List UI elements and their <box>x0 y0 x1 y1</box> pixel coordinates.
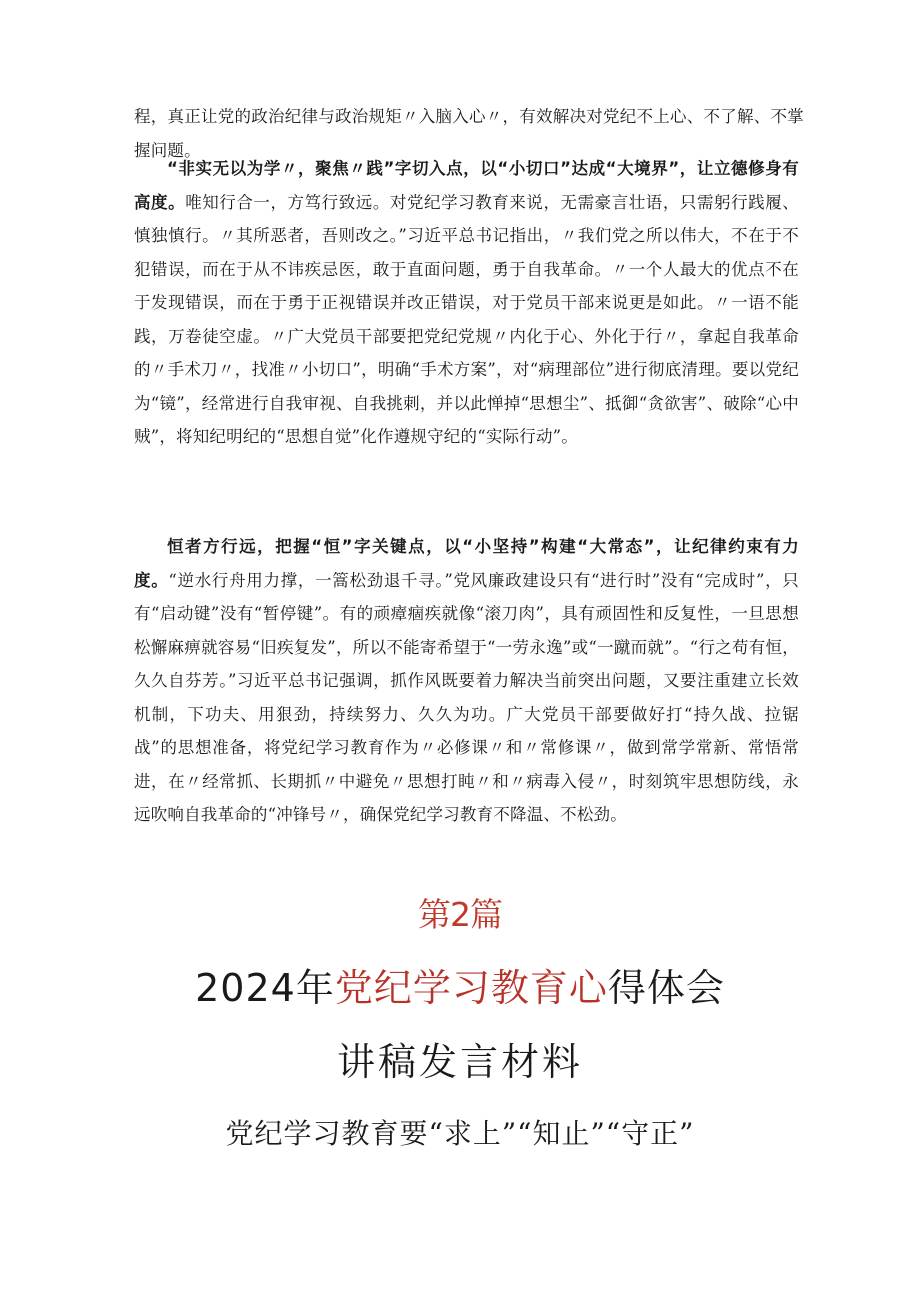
paragraph-practice-lead: “非实无以为学〃，聚焦〃践”字切入点，以“小切口”达成“大境界”，让立德修身有高度。 <box>134 159 799 212</box>
paragraph-continuation: 程，真正让党的政治纪律与政治规矩〃入脑入心〃，有效解决对党纪不上心、不了解、不掌握问题。 <box>134 107 804 160</box>
paragraph-persistence-body: “逆水行舟用力撑，一篙松劲退千寻。”党风廉政建设只有“进行时”没有“完成时”，只有“启动键”没有“暂停键”。有的顽瘴痼疾就像“滚刀肉”，具有顽固性和反复性，一旦思想松懈麻痹就容易“旧疾复发”，所以不能寄希望于“一劳永逸”或“一蹴而就”。“行之苟有恒，久久自芬芳。”习近平总书记强调，抓作风既要着力解决当前突出问题，又要注重建立长效机制，下功夫、用狠劲，持续努力、久久为功。广大党员干部要做好打“持久战、拉锯战”的思想准备，将党纪学习教育作为〃必修课〃和〃常修课〃，做到常学常新、常悟常进，在〃经常抓、长期抓〃中避免〃思想打盹〃和〃病毒入侵〃，时刻筑牢思想防线，永远吹响自我革命的“冲锋号〃，确保党纪学习教育不降温、不松劲。 <box>134 570 799 824</box>
title-suffix: 得体会 <box>607 966 725 1010</box>
document-title-line2: 讲稿发言材料 <box>336 1040 583 1084</box>
paragraph-persistence-lead: 恒者方行远，把握“恒”字关键点，以“小坚持”构建“大常态”，让纪律约束有力度。 <box>134 537 799 590</box>
title-prefix: 2024年 <box>195 966 335 1010</box>
paragraph-practice <box>134 152 799 454</box>
document-subtitle: 党纪学习教育要“求上”“知止”“守正” <box>225 1117 695 1150</box>
title-accent: 党纪学习教育心 <box>334 966 608 1010</box>
document-title-line1 <box>0 962 920 1014</box>
section-label: 第2篇 <box>418 895 502 934</box>
paragraph-persistence <box>134 530 799 832</box>
paragraph-practice-body: 唯知行合一，方笃行致远。对党纪学习教育来说，无需豪言壮语，只需躬行践履、慎独慎行。〃其所恶者，吾则改之。”习近平总书记指出，〃我们党之所以伟大，不在于不犯错误，而在于从不讳疾忌医，敢于直面问题，勇于自我革命。〃一个人最大的优点不在于发现错误，而在于勇于正视错误并改正错误，对于党员干部来说更是如此。〃一语不能践，万卷徒空虚。〃广大党员干部要把党纪党规〃内化于心、外化于行〃，拿起自我革命的〃手术刀〃，找准〃小切口”，明确“手术方案”，对“病理部位”进行彻底清理。要以党纪为“镜”，经常进行自我审视、自我挑刺，并以此惮掉“思想尘”、抵御“贪欲害”、破除“心中贼”，将知纪明纪的“思想自觉”化作遵规守纪的“实际行动”。 <box>134 192 799 446</box>
